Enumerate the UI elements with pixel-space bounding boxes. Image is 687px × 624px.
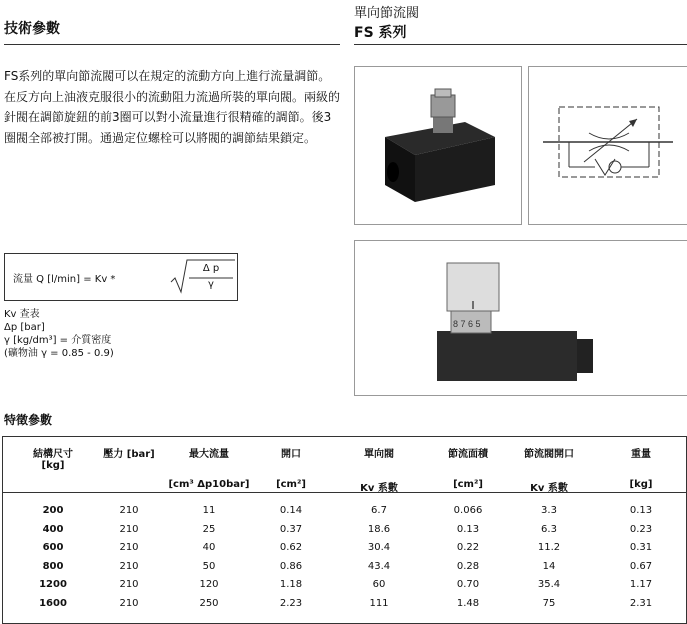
table-cell: 210 (119, 523, 139, 535)
valve-side-photo (354, 240, 687, 396)
product-title: 單向節流閥 (354, 6, 420, 21)
table-cell: 1.18 (279, 579, 303, 590)
table-cell: 0.23 (629, 523, 653, 535)
table-cell: 30.4 (367, 542, 391, 553)
table-cell: 25 (202, 523, 216, 535)
table-cell: 210 (119, 560, 139, 572)
section-title-tech-params: 技術參數 (4, 21, 60, 37)
table-cell: 0.62 (279, 542, 303, 553)
table-cell: 0.37 (279, 523, 303, 535)
table-cell: 0.70 (456, 579, 480, 590)
formula-lhs: 流量 Q [l/min] = Kv * (13, 274, 116, 285)
table-cell: 600 (42, 542, 64, 553)
table-unit: [kg] (629, 479, 653, 490)
parameter-table (2, 436, 687, 624)
table-cell: 210 (119, 505, 139, 516)
table-cell: 1.17 (629, 579, 653, 590)
table-header: 最大流量 (189, 449, 229, 460)
table-cell: 250 (199, 597, 219, 609)
table-cell: 120 (199, 579, 219, 590)
divider (4, 44, 340, 45)
flow-formula (4, 253, 238, 301)
table-cell: 1200 (39, 579, 67, 590)
description-paragraph: FS系列的單向節流閥可以在規定的流動方向上進行流量調節。在反方向上油液克服很小的流動阻力流過所裝的單向閥。兩級的針閥在調節旋鈕的前3圈可以對小流量進行很精確的調節。後3圈閥全部被打開。通過定位螺栓可以將閥的調節結果鎖定。 (4, 69, 341, 145)
table-cell: 40 (202, 542, 216, 553)
table-header-divider (3, 492, 686, 493)
table-cell: 14 (542, 560, 556, 572)
table-cell: 210 (119, 579, 139, 590)
formula-denominator: γ (208, 279, 214, 290)
table-cell: 800 (42, 560, 64, 572)
table-cell: 0.14 (279, 505, 303, 516)
table-cell: 6.7 (371, 505, 387, 516)
table-cell: 35.4 (537, 579, 561, 590)
table-cell: 11.2 (537, 542, 561, 553)
table-cell: 210 (119, 597, 139, 609)
formula-legend (4, 308, 114, 360)
table-header: 節流面積 (448, 449, 488, 460)
table-cell: 43.4 (367, 560, 391, 572)
table-header: 節流閥開口 (524, 449, 574, 460)
table-cell: 0.86 (279, 560, 303, 572)
table-unit: [cm²] (453, 479, 483, 490)
table-cell: 60 (372, 579, 386, 590)
product-series: FS 系列 (354, 25, 407, 41)
table-unit: Kv 系數 (360, 483, 398, 494)
table-header: 壓力 [bar] (103, 449, 155, 460)
legend-line: Kv 查表 (4, 309, 40, 320)
legend-line: γ [kg/dm³] = 介質密度 (4, 335, 112, 346)
table-header: 重量 (631, 449, 651, 460)
table-cell: 0.31 (629, 542, 653, 553)
table-header: 開口 (281, 449, 301, 460)
table-cell: 0.13 (456, 523, 480, 535)
section-title-characteristics: 特徵參數 (4, 413, 53, 427)
table-cell: 11 (202, 505, 216, 516)
table-unit: [cm²] (276, 479, 306, 490)
table-cell: 0.066 (453, 505, 483, 516)
valve-photo (354, 66, 522, 225)
table-cell: 2.23 (279, 597, 303, 609)
table-cell: 50 (202, 560, 216, 572)
scale-label: 8 7 6 5 (453, 319, 481, 329)
table-cell: 0.28 (456, 560, 480, 572)
table-cell: 6.3 (541, 523, 557, 535)
table-cell: 18.6 (367, 523, 391, 535)
table-cell: 200 (42, 505, 64, 516)
table-cell: 1.48 (456, 597, 480, 609)
table-unit: [cm³ Δp10bar] (168, 479, 250, 490)
table-unit: Kv 系數 (530, 483, 568, 494)
table-cell: 400 (42, 523, 64, 535)
table-header: 結構尺寸 [kg] (33, 449, 73, 471)
table-cell: 2.31 (629, 597, 653, 609)
table-cell: 0.67 (629, 560, 653, 572)
table-cell: 0.13 (629, 505, 653, 516)
legend-line: (礦物油 γ = 0.85 - 0.9) (4, 348, 114, 359)
divider (354, 44, 687, 45)
hydraulic-symbol (528, 66, 687, 225)
table-cell: 75 (542, 597, 556, 609)
table-cell: 1600 (39, 597, 67, 609)
table-cell: 3.3 (541, 505, 557, 516)
table-cell: 111 (369, 597, 389, 609)
table-header: 單向閥 (364, 449, 394, 460)
table-cell: 0.22 (456, 542, 480, 553)
legend-line: Δp [bar] (4, 322, 45, 333)
formula-numerator: Δ p (202, 263, 220, 274)
table-cell: 210 (119, 542, 139, 553)
